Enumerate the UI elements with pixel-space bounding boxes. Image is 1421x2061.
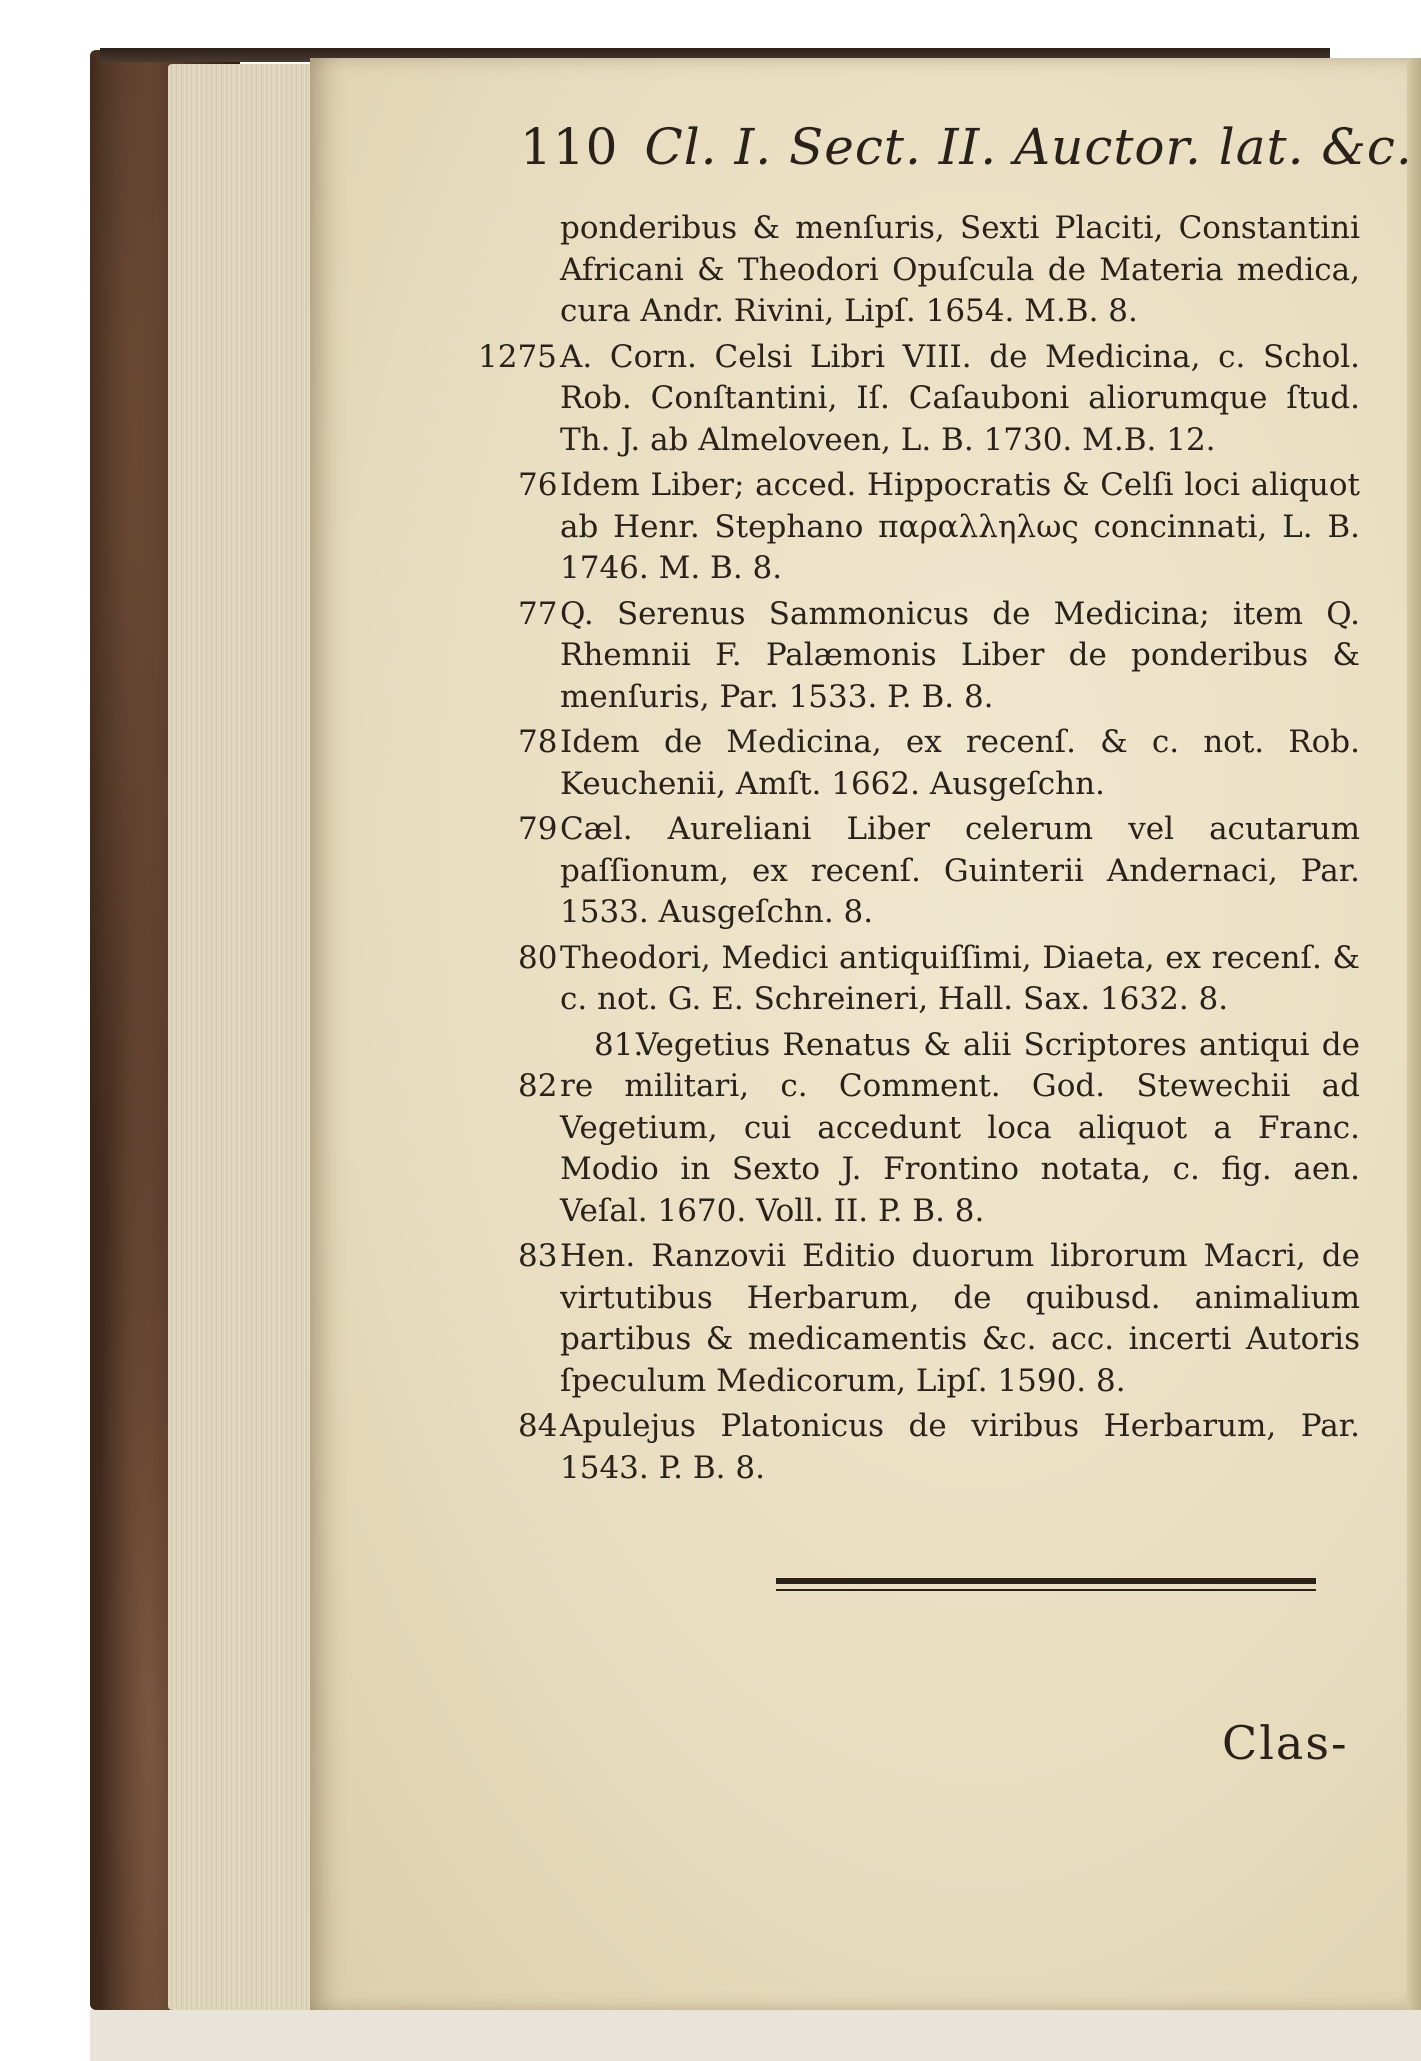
background-surface xyxy=(90,2010,1421,2061)
entry-number: 84 xyxy=(518,1408,558,1444)
entry-text: Cæl. Aureliani Liber celerum vel acutarum paſſionum, ex recenſ. Guinterii Andernaci, Par. 1533. Ausgeſchn. 8. xyxy=(560,811,1360,930)
section-end-rule xyxy=(776,1578,1316,1591)
page-number: 110 xyxy=(520,118,619,176)
entry-text: Q. Serenus Sammonicus de Medicina; item Q. Rhemnii F. Palæmonis Liber de ponderibus & menſuris, Par. 1533. P. B. 8. xyxy=(560,595,1360,715)
entry-text: Hen. Ranzovii Editio duorum librorum Macri, de virtutibus Herbarum, de quibusd. animalium partibus & medicamentis &c. acc. incerti Autoris ſpeculum Medicorum, Lipſ. 1590. 8. xyxy=(560,1238,1360,1399)
entry-number: 81. 82 xyxy=(518,1026,644,1104)
entry-text: Theodori, Medici antiquiſſimi, Diaeta, ex recenſ. & c. not. G. E. Schreineri, Hall. Sax. 1632. 8. xyxy=(560,939,1360,1017)
rule-thick-line xyxy=(776,1578,1316,1584)
entry-number: 1275 xyxy=(478,338,557,375)
catalog-entry xyxy=(520,1406,1360,1489)
entry-number: 76 xyxy=(518,467,558,503)
catalog-entry xyxy=(520,208,1360,333)
running-header xyxy=(520,118,1413,176)
entry-text: ponderibus & menſuris, Sexti Placiti, Constantini Africani & Theodori Opuſcula de Materia medica, cura Andr. Rivini, Lipſ. 1654. M.B. 8. xyxy=(560,210,1360,329)
entry-text: Apulejus Platonicus de viribus Herbarum, Par. 1543. P. B. 8. xyxy=(560,1408,1360,1486)
page-right-edge xyxy=(1407,58,1421,2010)
catalog-entry xyxy=(520,594,1360,719)
entry-number: 83 xyxy=(518,1238,558,1274)
rule-thin-line xyxy=(776,1589,1316,1591)
entry-number: 80 xyxy=(518,939,558,976)
entry-number: 77 xyxy=(518,595,558,632)
catalog-entry xyxy=(520,1025,1360,1233)
entry-number: 79 xyxy=(518,811,558,847)
catalog-entries xyxy=(478,208,1360,1489)
catalog-entry xyxy=(520,465,1360,590)
catchword: Clas- xyxy=(1222,1716,1349,1770)
entry-number: 78 xyxy=(518,724,558,760)
running-title: Cl. I. Sect. II. Auctor. lat. &c. xyxy=(644,118,1413,176)
catalog-entry xyxy=(520,938,1360,1021)
entry-text: Idem de Medicina, ex recenſ. & c. not. Rob. Keuchenii, Amſt. 1662. Ausgeſchn. xyxy=(560,724,1360,802)
catalog-entry xyxy=(478,337,1360,462)
catalog-entry xyxy=(520,1236,1360,1402)
catalog-entry xyxy=(520,722,1360,805)
page-block-edges xyxy=(168,64,328,2010)
catalog-entry xyxy=(520,809,1360,934)
entry-text: Vegetius Renatus & alii Scriptores antiqui de re militari, c. Comment. God. Stewechii ad Vegetium, cui accedunt loca aliquot a Franc. Modio in Sexto J. Frontino notata, c. fig. aen. Veſal. 1670. Voll. II. P. B. 8. xyxy=(560,1026,1360,1229)
entry-text: Idem Liber; acced. Hippocratis & Celſi loci aliquot ab Henr. Stephano παραλληλως concinnati, L. B. 1746. M. B. 8. xyxy=(560,467,1360,586)
entry-text: A. Corn. Celsi Libri VIII. de Medicina, c. Schol. Rob. Conſtantini, Iſ. Caſauboni aliorumque ſtud. Th. J. ab Almeloveen, L. B. 1730. M.B. 12. xyxy=(560,338,1360,458)
